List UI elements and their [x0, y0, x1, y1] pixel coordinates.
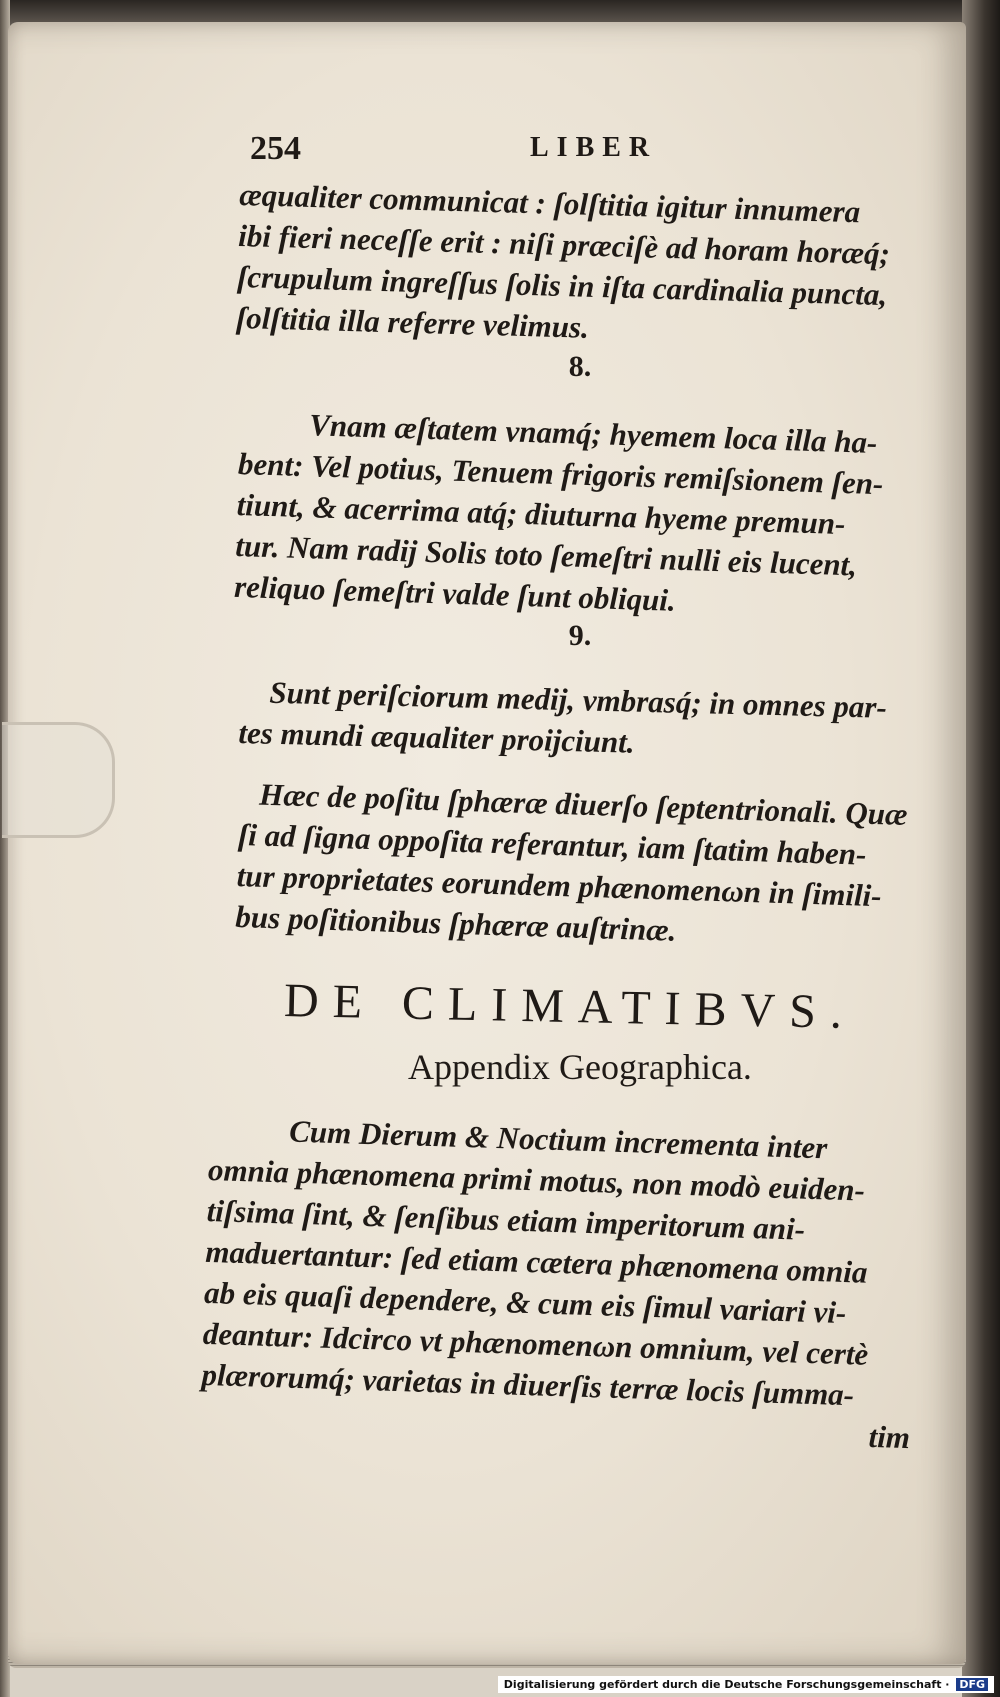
- text-line: tur. Nam radij Solis toto ſemeſtri nulli eis lucent,: [234, 527, 858, 583]
- paragraph-cum-dierum: [200, 1108, 920, 1458]
- catchword: tim: [868, 1418, 911, 1456]
- section-heading: [240, 974, 920, 1088]
- page-number: 254: [250, 130, 301, 167]
- text-line: ſolſtitia illa referre velimus.: [235, 299, 590, 345]
- text-line: omnia phænomena primi motus, non modò euiden-: [207, 1151, 866, 1208]
- text-line: tes mundi æqualiter proijciunt.: [238, 714, 636, 760]
- text-line: Cum Dierum & Noctium incrementa inter: [288, 1113, 828, 1166]
- paragraph-section-9: [238, 671, 920, 770]
- section-number-8: 8.: [568, 350, 592, 383]
- text-line: Sunt periſciorum medij, vmbrasq́; in omnes par-: [269, 674, 888, 725]
- text-line: deantur: Idcirco vt phænomenωn omnium, vel certè: [202, 1315, 869, 1372]
- text-line: æqualiter communicat : ſolſtitia igitur innumera: [238, 176, 861, 230]
- credit-text: Digitalisierung gefördert durch die Deutsche Forschungsgemeinschaft ·: [503, 1678, 950, 1691]
- text-line: reliquo ſemeſtri valde ſunt obliqui.: [233, 568, 677, 618]
- paragraph-section-8: [234, 402, 920, 628]
- dfg-logo: DFG: [956, 1678, 988, 1691]
- text-line: ſcrupulum ingreſſus ſolis in iſta cardinalia puncta,: [236, 258, 888, 313]
- paragraph-continuation: [235, 174, 919, 357]
- text-line: plærorumq́; varietas in diuerſis terræ locis ſumma-: [201, 1356, 855, 1413]
- running-title: LIBER: [530, 132, 658, 163]
- text-line: Vnam æſtatem vnamq́; hyemem loca illa ha-: [308, 407, 878, 461]
- text-line: ab eis quaſi dependere, & cum eis ſimul variari vi-: [203, 1274, 847, 1331]
- text-line: ſi ad ſigna oppoſita referantur, iam ſtatim haben-: [237, 816, 867, 872]
- section-subtitle: Appendix Geographica.: [408, 1047, 752, 1087]
- book-gutter-right: [962, 0, 1000, 1697]
- text-line: bus poſitionibus ſphæræ auſtrinæ.: [234, 898, 677, 948]
- text-line: tiſsima ſint, & ſenſibus etiam imperitorum ani-: [206, 1192, 806, 1247]
- running-head: [240, 130, 920, 174]
- text-line: maduertantur: ſed etiam cætera phænomena omnia: [204, 1233, 868, 1290]
- text-line: bent: Vel potius, Tenuem frigoris remiſsionem ſen-: [237, 445, 884, 502]
- page-content: [201, 130, 920, 1456]
- paragraph-haec: [235, 773, 920, 958]
- text-line: tur proprietates eorundem phænomenωn in ſimili-: [236, 857, 883, 914]
- text-line: tiunt, & acerrima atq́; diuturna hyeme premun-: [236, 486, 846, 542]
- text-line: ibi fieri neceſſe erit : niſi præciſè ad horam horæq́;: [237, 217, 891, 272]
- digitization-credit: [498, 1676, 994, 1693]
- section-number-9: 9.: [568, 619, 592, 652]
- page-tab-marker: [2, 722, 115, 838]
- text-line: Hæc de poſitu ſphæræ diuerſo ſeptentrionali. Quæ: [258, 776, 909, 832]
- section-title: DE CLIMATIBVS.: [283, 974, 857, 1039]
